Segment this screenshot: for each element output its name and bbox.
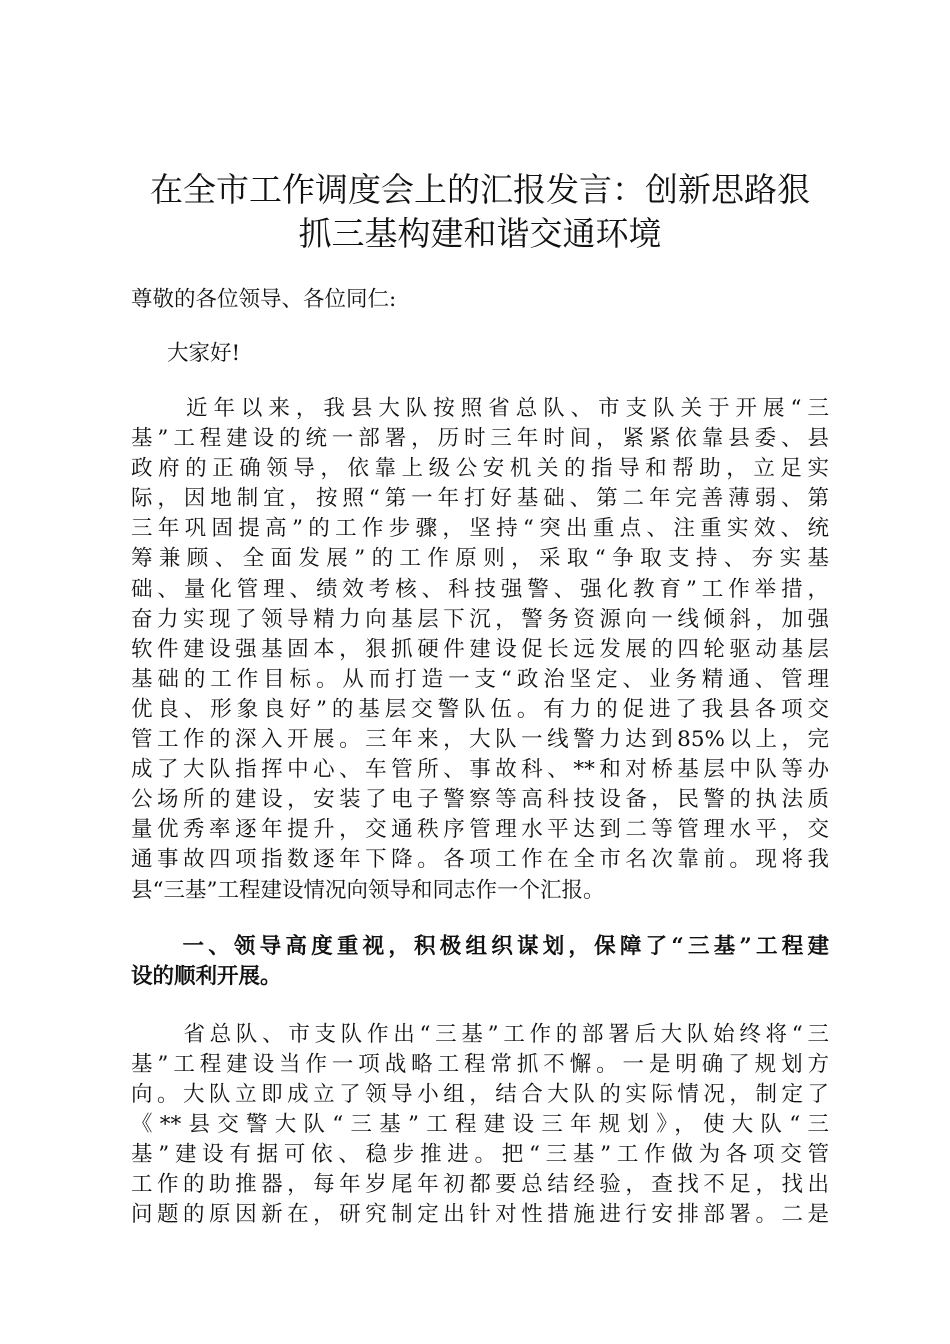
text-line: 筹兼顾、全面发展”的工作原则，采取“争取支持、夯实基 (131, 546, 829, 572)
paragraph-section-1 (131, 1020, 829, 1231)
text-line: 软件建设强基固本，狠抓硬件建设促长远发展的四轮驱动基层 (131, 636, 829, 662)
text-line: 向。大队立即成立了领导小组，结合大队的实际情况，制定了 (131, 1081, 829, 1107)
text-line: 基础的工作目标。从而打造一支“政治坚定、业务精通、管理 (131, 666, 829, 692)
text-line: 基”工程建设当作一项战略工程常抓不懈。一是明确了规划方 (131, 1051, 829, 1077)
greeting: 大家好! (167, 341, 241, 366)
text-line: 《**县交警大队“三基”工程建设三年规划》，使大队“三 (131, 1111, 829, 1137)
heading-line: 一、领导高度重视，积极组织谋划，保障了“三基”工程建 (131, 933, 829, 959)
paragraph-intro (131, 394, 829, 906)
text-line: 三年巩固提高”的工作步骤，坚持“突出重点、注重实效、统 (131, 516, 829, 542)
text-line: 工作的助推器，每年岁尾年初都要总结经验，查找不足，找出 (131, 1172, 829, 1198)
document-title (131, 168, 829, 256)
text-line: 问题的原因新在，研究制定出针对性措施进行安排部署。二是 (131, 1202, 829, 1228)
text-line: 政府的正确领导，依靠上级公安机关的指导和帮助，立足实 (131, 456, 829, 482)
text-line: 基”建设有据可依、稳步推进。把“三基”工作做为各项交管 (131, 1141, 829, 1167)
text-line: 成了大队指挥中心、车管所、事故科、**和对桥基层中队等办 (131, 757, 829, 783)
text-line: 近年以来，我县大队按照省总队、市支队关于开展“三 (131, 396, 829, 421)
heading-line: 设的顺利开展。 (131, 963, 282, 989)
text-line: 基”工程建设的统一部署，历时三年时间，紧紧依靠县委、县 (131, 426, 829, 452)
text-line: 省总队、市支队作出“三基”工作的部署后大队始终将“三 (131, 1021, 829, 1047)
text-line: 公场所的建设，安装了电子警察等高科技设备，民警的执法质 (131, 787, 829, 813)
section-heading-1 (131, 932, 829, 992)
salutation: 尊敬的各位领导、各位同仁: (131, 287, 397, 312)
text-line: 础、量化管理、绩效考核、科技强警、强化教育”工作举措， (131, 576, 829, 602)
text-line: 量优秀率逐年提升，交通秩序管理水平达到二等管理水平，交 (131, 817, 829, 843)
title-line: 抓三基构建和谐交通环境 (298, 214, 662, 253)
text-line: 际，因地制宜，按照“第一年打好基础、第二年完善薄弱、第 (131, 486, 829, 512)
text-line: 管工作的深入开展。三年来，大队一线警力达到85%以上，完 (131, 727, 829, 753)
text-line: 奋力实现了领导精力向基层下沉，警务资源向一线倾斜，加强 (131, 606, 829, 632)
text-line: 县“三基”工程建设情况向领导和同志作一个汇报。 (131, 877, 605, 903)
document-page (131, 168, 829, 1230)
title-line: 在全市工作调度会上的汇报发言：创新思路狠 (150, 170, 810, 209)
text-line: 通事故四项指数逐年下降。各项工作在全市名次靠前。现将我 (131, 847, 829, 873)
text-line: 优良、形象良好”的基层交警队伍。有力的促进了我县各项交 (131, 696, 829, 722)
